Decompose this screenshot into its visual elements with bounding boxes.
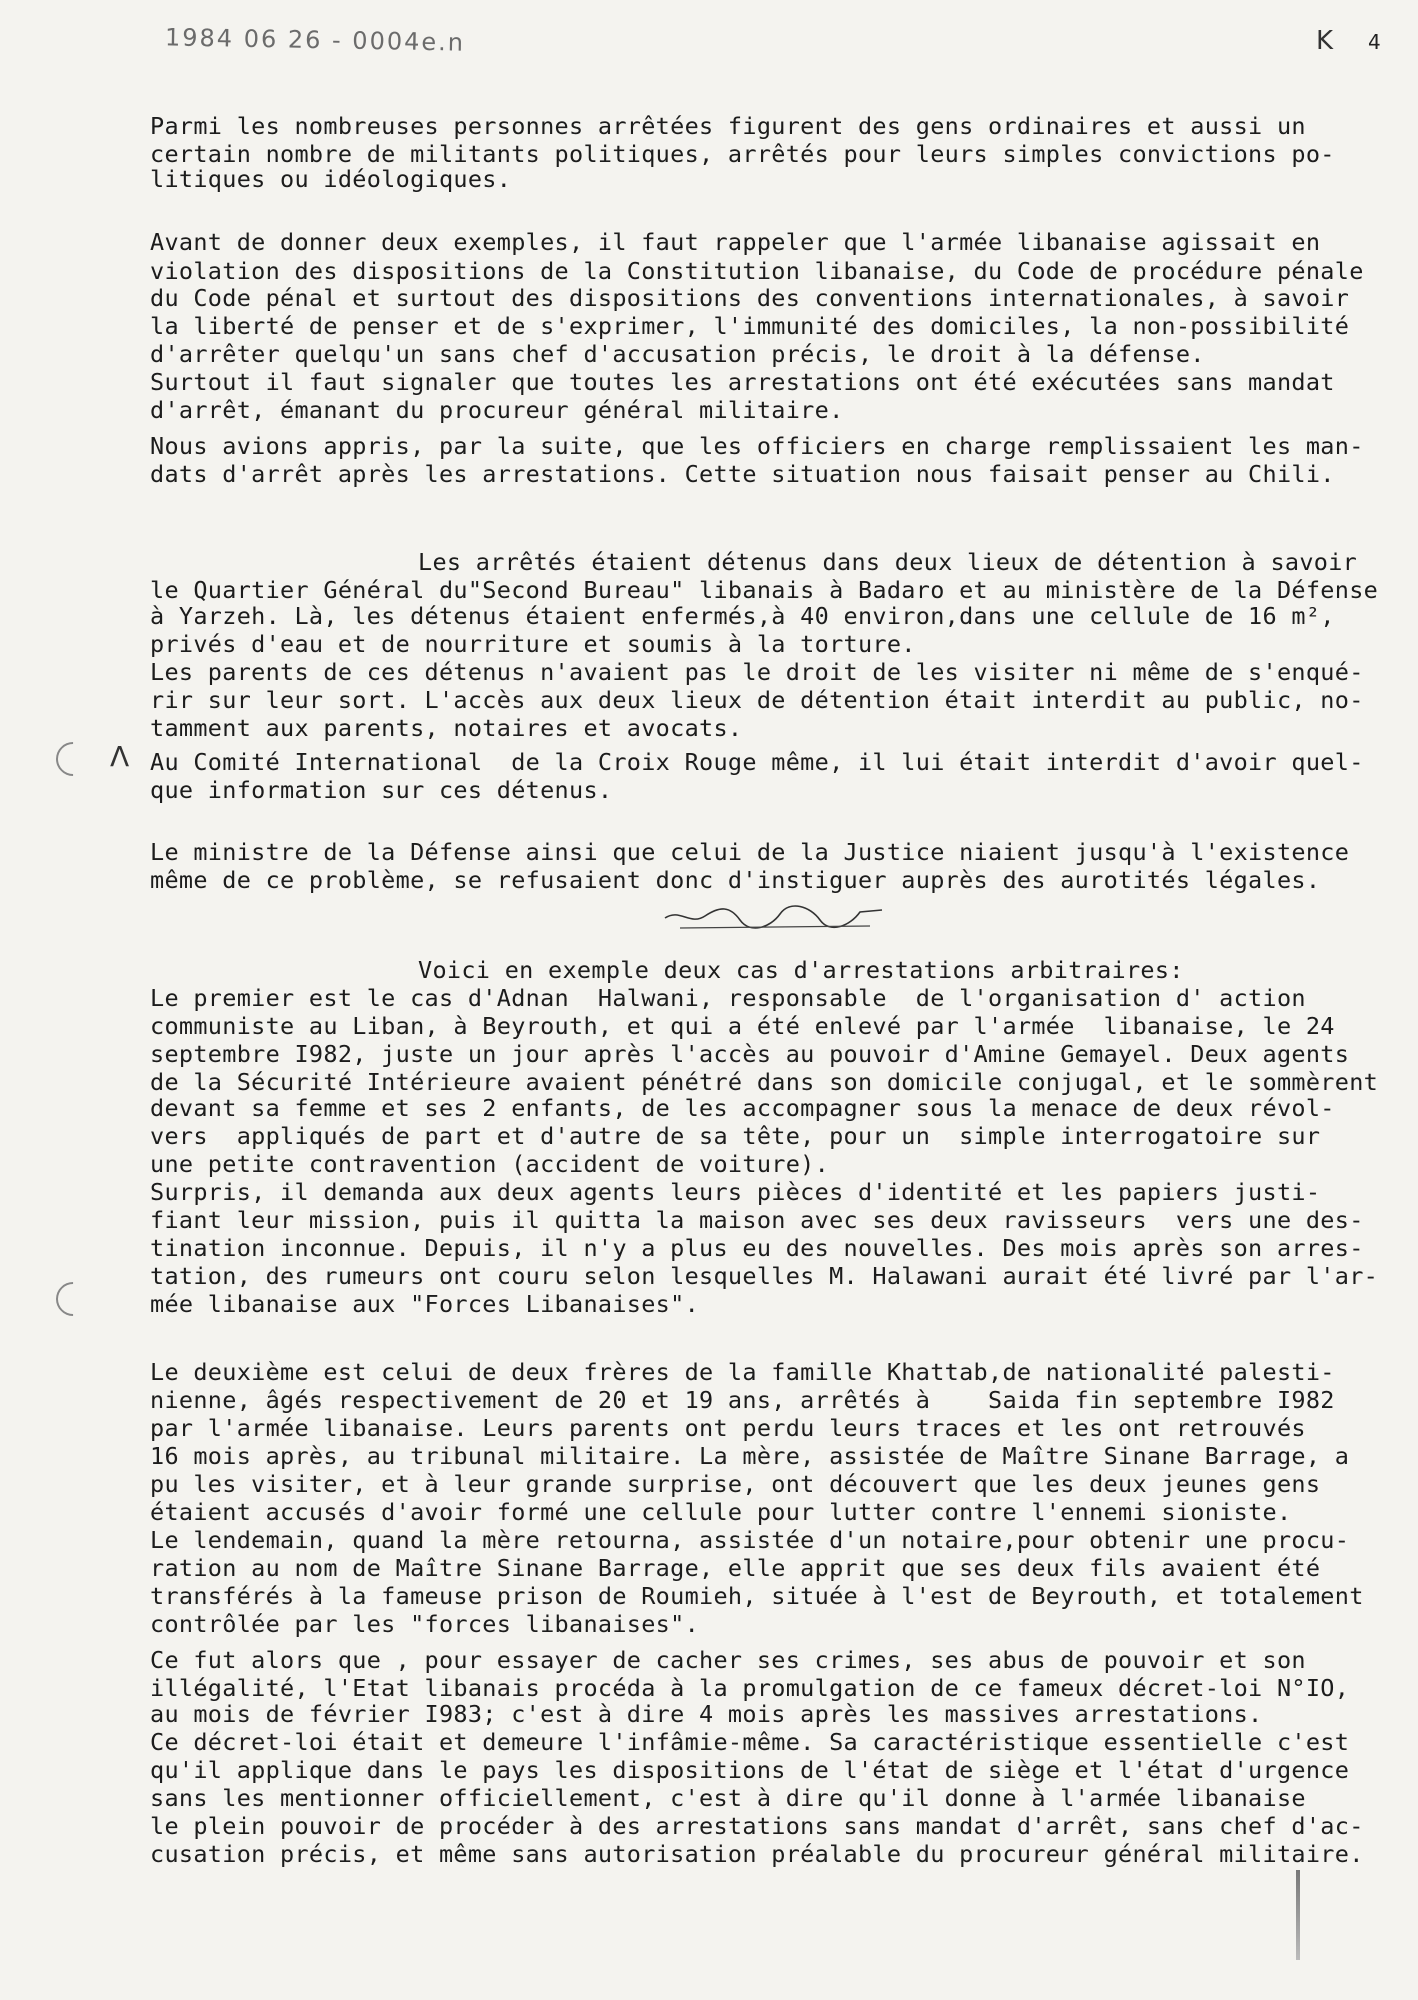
text-line: qu'il applique dans le pays les dispositions de l'état de siège et l'état d'urgence: [150, 1756, 1350, 1784]
text-line: certain nombre de militants politiques, arrêtés pour leurs simples convictions po-: [150, 140, 1335, 168]
text-line: Le ministre de la Défense ainsi que celui de la Justice niaient jusqu'à l'existence: [150, 838, 1350, 866]
text-line: privés d'eau et de nourriture et soumis à la torture.: [150, 630, 916, 658]
text-line: tination inconnue. Depuis, il n'y a plus eu des nouvelles. Des mois après son arres-: [150, 1234, 1364, 1262]
text-line: au mois de février I983; c'est à dire 4 mois après les massives arrestations.: [150, 1700, 1263, 1728]
text-line: Le lendemain, quand la mère retourna, assistée d'un notaire,pour obtenir une procu-: [150, 1526, 1350, 1554]
text-line: contrôlée par les "forces libanaises".: [150, 1610, 700, 1638]
text-line: fiant leur mission, puis il quitta la maison avec ses deux ravisseurs vers une des-: [150, 1206, 1364, 1234]
text-line: Surpris, il demanda aux deux agents leurs pièces d'identité et les papiers justi-: [150, 1178, 1321, 1206]
text-line: Les arrêtés étaient détenus dans deux lieux de détention à savoir: [418, 548, 1358, 576]
text-line: illégalité, l'Etat libanais procéda à la promulgation de ce fameux décret-loi N°IO,: [150, 1674, 1350, 1702]
text-line: le Quartier Général du"Second Bureau" libanais à Badaro et au ministère de la Défense: [150, 576, 1379, 604]
text-line: mée libanaise aux "Forces Libanaises".: [150, 1290, 700, 1318]
text-line: d'arrêt, émanant du procureur général militaire.: [150, 396, 844, 424]
text-line: Surtout il faut signaler que toutes les arrestations ont été exécutées sans mandat: [150, 368, 1335, 396]
punch-hole: [49, 735, 97, 783]
text-line: même de ce problème, se refusaient donc d'instiguer auprès des aurotités légales.: [150, 866, 1321, 894]
text-line: sans les mentionner officiellement, c'est à dire qu'il donne à l'armée libanaise: [150, 1784, 1306, 1812]
text-line: devant sa femme et ses 2 enfants, de les accompagner sous la menace de deux révol-: [150, 1094, 1335, 1122]
text-line: rir sur leur sort. L'accès aux deux lieux de détention était interdit au public, no-: [150, 686, 1364, 714]
text-line: étaient accusés d'avoir formé une cellule pour lutter contre l'ennemi sioniste.: [150, 1498, 1292, 1526]
text-line: vers appliqués de part et d'autre de sa tête, pour un simple interrogatoire sur: [150, 1122, 1321, 1150]
text-line: pu les visiter, et à leur grande surprise, ont découvert que les deux jeunes gens: [150, 1470, 1321, 1498]
text-line: dats d'arrêt après les arrestations. Cette situation nous faisait penser au Chili.: [150, 460, 1335, 488]
text-line: transférés à la fameuse prison de Roumieh, située à l'est de Beyrouth, et totalement: [150, 1582, 1364, 1610]
text-line: du Code pénal et surtout des dispositions des conventions internationales, à savoir: [150, 284, 1350, 312]
text-line: communiste au Liban, à Beyrouth, et qui a été enlevé par l'armée libanaise, le 24: [150, 1012, 1335, 1040]
page-mark: K: [1316, 26, 1334, 56]
text-line: une petite contravention (accident de voiture).: [150, 1150, 830, 1178]
text-line: ration au nom de Maître Sinane Barrage, elle apprit que ses deux fils avaient été: [150, 1554, 1321, 1582]
text-line: Ce décret-loi était et demeure l'infâmie-même. Sa caractéristique essentielle c'est: [150, 1728, 1350, 1756]
text-line: le plein pouvoir de procéder à des arrestations sans mandat d'arrêt, sans chef d'ac-: [150, 1812, 1364, 1840]
text-line: Le deuxième est celui de deux frères de la famille Khattab,de nationalité palesti-: [150, 1358, 1335, 1386]
text-line: Le premier est le cas d'Adnan Halwani, responsable de l'organisation d' action: [150, 984, 1306, 1012]
text-line: que information sur ces détenus.: [150, 776, 613, 804]
text-line: Nous avions appris, par la suite, que les officiers en charge remplissaient les man-: [150, 432, 1364, 460]
punch-hole: [49, 1275, 97, 1323]
signature-scribble: [660, 898, 890, 938]
text-line: Voici en exemple deux cas d'arrestations arbitraires:: [418, 956, 1184, 984]
text-line: litiques ou idéologiques.: [150, 165, 512, 193]
text-line: Parmi les nombreuses personnes arrêtées figurent des gens ordinaires et aussi un: [150, 112, 1306, 140]
text-line: nienne, âgés respectivement de 20 et 19 ans, arrêtés à Saida fin septembre I982: [150, 1386, 1335, 1414]
text-line: septembre I982, juste un jour après l'accès au pouvoir d'Amine Gemayel. Deux agents: [150, 1040, 1350, 1068]
archive-reference: 1984 06 26 - 0004e.n: [164, 23, 466, 57]
page-number: 4: [1368, 30, 1381, 54]
text-line: la liberté de penser et de s'exprimer, l'immunité des domiciles, la non-possibilité: [150, 312, 1350, 340]
text-line: Ce fut alors que , pour essayer de cacher ses crimes, ses abus de pouvoir et son: [150, 1646, 1306, 1674]
margin-stroke: [1296, 1870, 1300, 1960]
text-line: 16 mois après, au tribunal militaire. La mère, assistée de Maître Sinane Barrage, a: [150, 1442, 1350, 1470]
text-line: à Yarzeh. Là, les détenus étaient enfermés,à 40 environ,dans une cellule de 16 m²,: [150, 602, 1335, 630]
margin-mark: Λ: [110, 740, 130, 773]
text-line: d'arrêter quelqu'un sans chef d'accusation précis, le droit à la défense.: [150, 340, 1205, 368]
text-line: Au Comité International de la Croix Rouge même, il lui était interdit d'avoir quel-: [150, 748, 1364, 776]
text-line: Avant de donner deux exemples, il faut rappeler que l'armée libanaise agissait en: [150, 228, 1321, 256]
text-line: Les parents de ces détenus n'avaient pas le droit de les visiter ni même de s'enqué-: [150, 658, 1364, 686]
text-line: violation des dispositions de la Constitution libanaise, du Code de procédure pénale: [150, 257, 1364, 285]
text-line: par l'armée libanaise. Leurs parents ont perdu leurs traces et les ont retrouvés: [150, 1414, 1306, 1442]
text-line: tation, des rumeurs ont couru selon lesquelles M. Halawani aurait été livré par l'ar-: [150, 1262, 1379, 1290]
text-line: tamment aux parents, notaires et avocats.: [150, 714, 743, 742]
text-line: de la Sécurité Intérieure avaient pénétré dans son domicile conjugal, et le sommèrent: [150, 1068, 1379, 1096]
text-line: cusation précis, et même sans autorisation préalable du procureur général militaire.: [150, 1840, 1364, 1868]
